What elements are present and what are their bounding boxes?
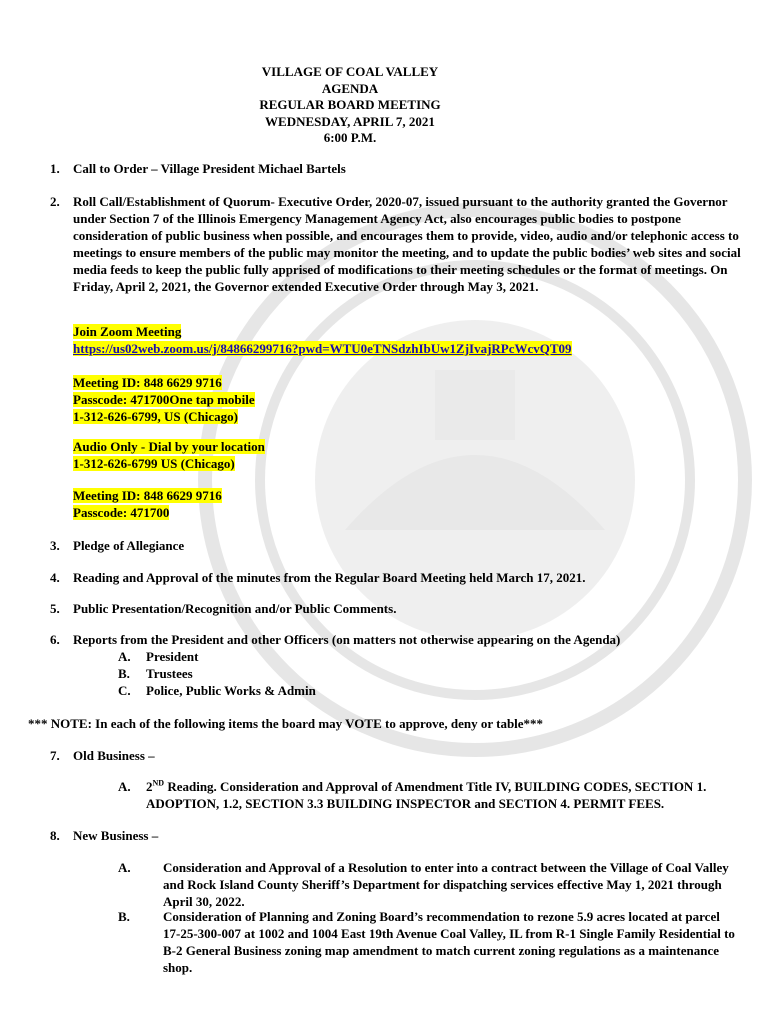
audio-phone: 1-312-626-6799 US (Chicago)	[73, 456, 235, 471]
header-date: WEDNESDAY, APRIL 7, 2021	[265, 113, 435, 129]
zoom-join-label: Join Zoom Meeting	[73, 324, 182, 339]
item-number: 1.	[50, 161, 60, 176]
sub-letter: A.	[118, 860, 131, 875]
zoom-join-link[interactable]: https://us02web.zoom.us/j/84866299716?pwd=WTU0eTNSdzhIbUw1ZjIvajRPcWcvQT09	[73, 341, 572, 356]
item-text: New Business –	[73, 828, 159, 843]
report-president	[118, 648, 199, 665]
header-time: 6:00 P.M.	[323, 130, 377, 145]
zoom-details-1	[73, 374, 255, 425]
reading-number: 2	[146, 779, 153, 794]
item-text: Roll Call/Establishment of Quorum- Executive Order, 2020-07, issued pursuant to the authority granted the Governor under Section 7 of the Illinois Emergency Management Agency Act, also encourages public bodies to postpone consideration of public business when possible, and encourages them to provide, video, audio and/or telephonic access to meetings to ensure members of the public may monitor the meeting, and to update the public bodies’ web sites and social media feeds to keep the public fully apprised of modifications to their meeting schedules or the format of meetings. On Friday, April 2, 2021, the Governor extended Executive Order through May 3, 2021.	[73, 194, 741, 294]
reading-superscript: ND	[152, 778, 165, 788]
sub-letter: B.	[118, 666, 130, 681]
sub-text	[146, 778, 746, 812]
sub-text: Consideration of Planning and Zoning Board’s recommendation to rezone 5.9 acres located at parcel 17-25-300-007 at 1002 and 1004 East 19th Avenue Coal Valley, IL from R-1 Single Family Residential to B-2 General Business zoning map amendment to match current zoning regulations as a maintenance shop.	[163, 909, 735, 975]
sub-letter: C.	[118, 683, 131, 698]
item-number: 8.	[50, 828, 60, 843]
meeting-id: Meeting ID: 848 6629 9716	[73, 375, 222, 390]
header-agenda: AGENDA	[321, 80, 379, 96]
sub-text: President	[146, 649, 199, 664]
vote-note: *** NOTE: In each of the following items the board may VOTE to approve, deny or table***	[28, 716, 544, 731]
old-business-text: Reading. Consideration and Approval of Amendment Title IV, BUILDING CODES, SECTION 1. ADOPTION, 1.2, SECTION 3.3 BUILDING INSPECTOR and SECTION 4. PERMIT FEES.	[146, 779, 707, 811]
zoom-audio	[73, 438, 265, 472]
old-business-a	[118, 778, 748, 811]
header-village: VILLAGE OF COAL VALLEY	[261, 64, 439, 79]
new-business-a	[118, 859, 748, 909]
phone-number: 1-312-626-6799, US (Chicago)	[73, 409, 239, 424]
new-business-b	[118, 908, 748, 975]
zoom-block	[73, 323, 572, 357]
audio-label: Audio Only - Dial by your location	[73, 439, 265, 454]
item-number: 3.	[50, 538, 60, 553]
report-police-public-works	[118, 682, 316, 699]
sub-text: Trustees	[146, 666, 193, 681]
zoom-details-2	[73, 487, 222, 521]
item-number: 2.	[50, 194, 60, 209]
header-meeting-type: REGULAR BOARD MEETING	[259, 97, 441, 112]
sub-letter: A.	[118, 779, 131, 794]
sub-text: Consideration and Approval of a Resolution to enter into a contract between the Village of Coal Valley and Rock Island County Sheriff’s Department for dispatching services effective May 1, 2021 through April 30, 2022.	[163, 860, 729, 909]
agenda-header	[200, 64, 500, 147]
report-trustees	[118, 665, 193, 682]
item-number: 5.	[50, 601, 60, 616]
passcode: Passcode: 471700One tap mobile	[73, 392, 255, 407]
item-text: Public Presentation/Recognition and/or Public Comments.	[73, 601, 397, 616]
passcode: Passcode: 471700	[73, 505, 170, 520]
item-number: 4.	[50, 570, 60, 585]
meeting-id: Meeting ID: 848 6629 9716	[73, 488, 222, 503]
item-text: Call to Order – Village President Michael Bartels	[73, 161, 346, 176]
item-number: 7.	[50, 748, 60, 763]
sub-letter: B.	[118, 909, 130, 924]
item-text: Old Business –	[73, 748, 155, 763]
item-text: Pledge of Allegiance	[73, 538, 185, 553]
sub-letter: A.	[118, 649, 131, 664]
item-number: 6.	[50, 632, 60, 647]
sub-text: Police, Public Works & Admin	[146, 683, 316, 698]
item-text: Reports from the President and other Officers (on matters not otherwise appearing on the Agenda)	[73, 632, 621, 647]
item-text: Reading and Approval of the minutes from the Regular Board Meeting held March 17, 2021.	[73, 570, 586, 585]
